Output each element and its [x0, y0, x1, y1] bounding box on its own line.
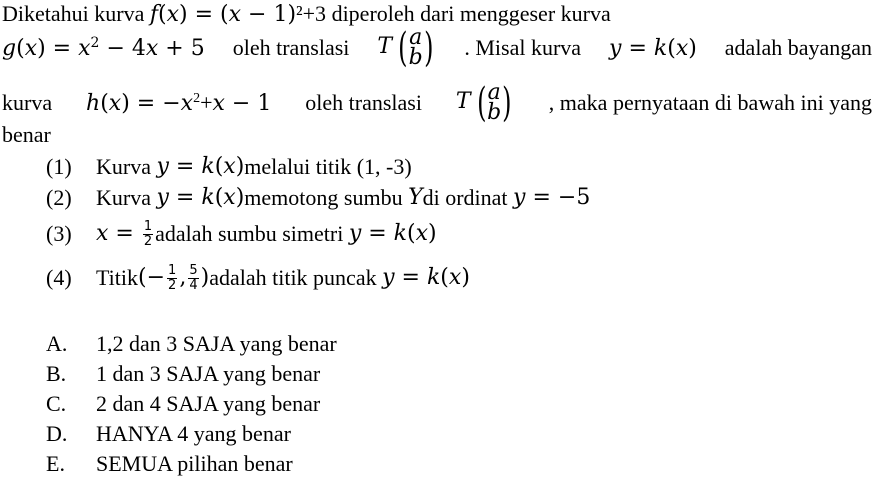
math-y-eq-k: y = k(x) [156, 154, 245, 179]
statement-text: adalah sumbu simetri [155, 220, 344, 246]
math-y-eq-k: y = k(x) [348, 221, 437, 247]
math-y-eq-k: y = k(x) [382, 265, 470, 291]
math-y-eq-k: y = k(x) [609, 35, 697, 61]
option-letter: E. [46, 451, 65, 476]
math-point: (− $\frac{1}{2}$ , $\frac{5}{4}$ ) [138, 263, 210, 294]
question-text: Diketahui kurva [2, 1, 150, 26]
math-var: x [166, 2, 180, 27]
option-e[interactable] [46, 449, 293, 479]
math-exp: ²+3 [296, 1, 327, 26]
question-text: , maka pernyataan di bawah ini yang [548, 90, 872, 115]
option-letter: B. [46, 361, 67, 386]
statement-2 [46, 182, 590, 213]
statement-number: (3) [46, 220, 72, 246]
option-text: SEMUA pilihan benar [96, 451, 293, 476]
statement-text: Titik [96, 264, 139, 290]
statement-1 [46, 151, 412, 182]
question-line-4 [2, 121, 51, 149]
option-letter: C. [46, 391, 67, 416]
translation-vector: T ( a b ) [377, 25, 434, 71]
vector-top: a [409, 25, 423, 50]
math-x-eq-half: x = $\frac{1}{2}$ [96, 219, 153, 250]
math-expr: ) = ( [179, 2, 229, 27]
math-axis-y: Y [408, 184, 423, 210]
question-line-2 [2, 25, 872, 71]
math-paren: ( [158, 2, 167, 27]
option-b[interactable] [46, 359, 320, 389]
question-text: oleh translasi [232, 35, 350, 60]
option-c[interactable] [46, 389, 320, 419]
statement-number: (1) [46, 153, 72, 179]
math-y-eq-k: y = k(x) [156, 185, 245, 210]
statement-number: (2) [46, 184, 72, 210]
translation-vector: T ( a b ) [455, 80, 512, 126]
math-h-of-x: $h(x) = -x^2+x - 1$ [86, 89, 272, 116]
question-text: diperoleh dari menggeser kurva [326, 1, 611, 26]
math-y-eq-neg5: y = −5 [513, 185, 591, 210]
question-text: kurva [2, 90, 53, 115]
option-d[interactable] [46, 419, 291, 449]
math-var: x [228, 2, 242, 27]
math-f-of-x: f [149, 2, 159, 27]
vector-top: a [487, 80, 501, 105]
question-text: oleh translasi [305, 90, 422, 115]
question-text: . Misal kurva [464, 35, 582, 60]
option-text: 1,2 dan 3 SAJA yang benar [96, 331, 337, 356]
statement-text: di ordinat [422, 184, 508, 210]
question-line-3 [2, 80, 872, 126]
option-letter: A. [46, 331, 68, 356]
statement-text: memotong sumbu [244, 184, 403, 210]
statement-4 [46, 262, 470, 293]
statement-text: Kurva [96, 184, 151, 210]
statement-text: melalui titik (1, -3) [244, 153, 412, 179]
statement-number: (4) [46, 264, 72, 290]
question-text: benar [2, 122, 51, 147]
option-text: 2 dan 4 SAJA yang benar [96, 391, 321, 416]
math-expr: − 1) [241, 2, 297, 27]
vector-bottom: b [408, 45, 423, 70]
statement-3 [46, 218, 437, 249]
statement-text: Kurva [96, 153, 151, 179]
statement-text: adalah titik puncak [209, 264, 377, 290]
option-text: HANYA 4 yang benar [96, 421, 291, 446]
question-text: adalah bayangan [724, 35, 872, 60]
vector-bottom: b [487, 100, 502, 125]
option-letter: D. [46, 421, 68, 446]
question-line-1 [2, 0, 611, 29]
math-g-of-x: $g(x) = x^2 - 4x + 5$ [2, 34, 205, 61]
option-text: 1 dan 3 SAJA yang benar [96, 361, 321, 386]
option-a[interactable] [46, 329, 337, 359]
